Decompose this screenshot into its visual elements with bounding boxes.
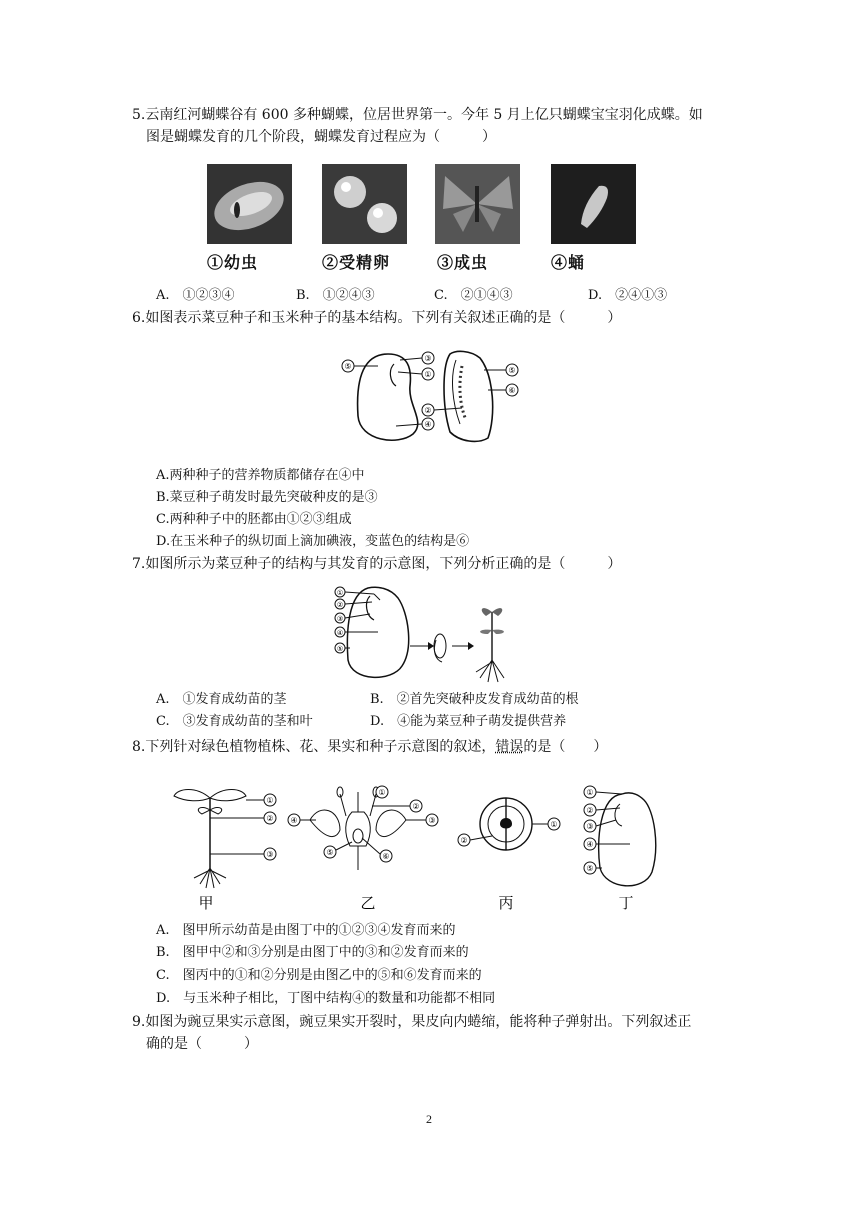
svg-text:③: ③ bbox=[424, 354, 432, 363]
svg-text:⑥: ⑥ bbox=[508, 386, 516, 395]
q8-stem-before: 8.下列针对绿色植物植株、花、果实和种子示意图的叙述， bbox=[132, 739, 496, 755]
q8-option-d: D. 与玉米种子相比，丁图中结构④的数量和功能都不相同 bbox=[156, 991, 496, 1006]
butterfly-photo bbox=[435, 164, 520, 244]
svg-text:⑤: ⑤ bbox=[508, 366, 516, 375]
svg-text:②: ② bbox=[266, 814, 274, 823]
svg-text:②: ② bbox=[412, 802, 420, 811]
svg-text:乙: 乙 bbox=[360, 894, 376, 912]
q8-option-c: C. 图丙中的①和②分别是由图乙中的⑤和⑥发育而来的 bbox=[156, 968, 482, 983]
figure-yi bbox=[288, 786, 438, 912]
svg-text:③: ③ bbox=[586, 822, 594, 831]
q7-option-d: D. ④能为菜豆种子萌发提供营养 bbox=[370, 714, 567, 729]
q7-seed-figure bbox=[328, 582, 528, 686]
svg-text:④: ④ bbox=[424, 420, 432, 429]
figure-jia bbox=[174, 790, 276, 913]
q6-label-4 bbox=[422, 418, 434, 430]
svg-text:⑤: ⑤ bbox=[586, 864, 594, 873]
q5-option-b: B. ①②④③ bbox=[296, 288, 375, 303]
caption-pupa: ④蛹 bbox=[551, 253, 586, 272]
q6-label-6 bbox=[506, 384, 518, 396]
q5-stem-line2: 图是蝴蝶发育的几个阶段，蝴蝶发育过程应为（ ） bbox=[146, 129, 496, 145]
svg-text:④: ④ bbox=[586, 840, 594, 849]
q5-option-c: C. ②①④③ bbox=[434, 288, 513, 303]
q6-option-b: B.菜豆种子萌发时最先突破种皮的是③ bbox=[156, 490, 378, 505]
q7-option-c: C. ③发育成幼苗的茎和叶 bbox=[156, 714, 313, 729]
q6-label-2 bbox=[422, 404, 434, 416]
q8-option-a: A. 图甲所示幼苗是由图丁中的①②③④发育而来的 bbox=[156, 923, 456, 938]
svg-text:③: ③ bbox=[266, 850, 274, 859]
caption-larva: ①幼虫 bbox=[207, 253, 259, 272]
svg-text:②: ② bbox=[460, 836, 468, 845]
svg-text:③: ③ bbox=[428, 816, 436, 825]
svg-text:①: ① bbox=[586, 788, 594, 797]
larva-photo bbox=[207, 164, 292, 244]
q7-label-5 bbox=[335, 643, 345, 653]
q7-option-a: A. ①发育成幼苗的茎 bbox=[156, 692, 287, 707]
q8-stem-emphasis: 错误 bbox=[495, 739, 524, 755]
q9-stem-line2: 确的是（ ） bbox=[146, 1036, 258, 1052]
caption-egg: ②受精卵 bbox=[322, 253, 391, 272]
pupa-photo bbox=[551, 164, 636, 244]
q6-label-1 bbox=[422, 368, 434, 380]
svg-text:①: ① bbox=[378, 788, 386, 797]
q8-option-b: B. 图甲中②和③分别是由图丁中的③和②发育而来的 bbox=[156, 945, 469, 960]
q8-stem bbox=[132, 737, 607, 757]
svg-text:①: ① bbox=[424, 370, 432, 379]
q7-option-b: B. ②首先突破种皮发育成幼苗的根 bbox=[370, 692, 579, 707]
q6-label-3 bbox=[422, 352, 434, 364]
svg-text:丙: 丙 bbox=[498, 894, 514, 912]
svg-text:⑤: ⑤ bbox=[344, 362, 352, 371]
svg-text:④: ④ bbox=[290, 816, 298, 825]
svg-text:②: ② bbox=[424, 406, 432, 415]
q7-label-2 bbox=[335, 599, 345, 609]
q8-stem-after: 的是（ ） bbox=[523, 739, 608, 755]
q5-stem-line1: 5.云南红河蝴蝶谷有 600 多种蝴蝶，位居世界第一。今年 5 月上亿只蝴蝶宝宝羽化成蝶。如 bbox=[132, 107, 703, 123]
q7-label-1 bbox=[335, 587, 345, 597]
q5-option-d: D. ②④①③ bbox=[588, 288, 668, 303]
q6-option-c: C.两种种子中的胚都由①②③组成 bbox=[156, 512, 352, 527]
q5-option-a: A. ①②③④ bbox=[156, 288, 235, 303]
svg-text:①: ① bbox=[550, 820, 558, 829]
page-number: 2 bbox=[426, 1112, 432, 1126]
q9-stem-line1: 9.如图为豌豆果实示意图，豌豆果实开裂时，果皮向内蜷缩，能将种子弹射出。下列叙述正 bbox=[132, 1014, 692, 1030]
caption-adult: ③成虫 bbox=[437, 253, 489, 272]
svg-text:①: ① bbox=[266, 796, 274, 805]
q6-stem: 6.如图表示菜豆种子和玉米种子的基本结构。下列有关叙述正确的是（ ） bbox=[132, 310, 622, 326]
q6-option-a: A.两种种子的营养物质都储存在④中 bbox=[156, 468, 365, 483]
svg-text:⑤: ⑤ bbox=[326, 848, 334, 857]
eggs-photo bbox=[322, 164, 407, 244]
svg-text:甲: 甲 bbox=[198, 894, 214, 912]
svg-text:②: ② bbox=[586, 806, 594, 815]
svg-text:③: ③ bbox=[336, 615, 344, 623]
q6-label-5-right bbox=[506, 364, 518, 376]
figure-ding bbox=[584, 786, 656, 912]
svg-text:②: ② bbox=[336, 601, 344, 609]
q7-label-3 bbox=[335, 613, 345, 623]
svg-text:④: ④ bbox=[336, 629, 344, 637]
svg-text:⑥: ⑥ bbox=[382, 852, 390, 861]
q6-seed-figure bbox=[338, 346, 528, 448]
q8-figures bbox=[160, 780, 660, 914]
q6-option-d: D.在玉米种子的纵切面上滴加碘液，变蓝色的结构是⑥ bbox=[156, 534, 470, 549]
svg-text:⑤: ⑤ bbox=[336, 645, 344, 653]
svg-text:①: ① bbox=[336, 589, 344, 597]
figure-bing bbox=[458, 798, 560, 912]
q6-label-5-left bbox=[342, 360, 354, 372]
svg-text:丁: 丁 bbox=[618, 894, 634, 912]
q7-label-4 bbox=[335, 627, 345, 637]
q7-stem: 7.如图所示为菜豆种子的结构与其发育的示意图，下列分析正确的是（ ） bbox=[132, 556, 622, 572]
